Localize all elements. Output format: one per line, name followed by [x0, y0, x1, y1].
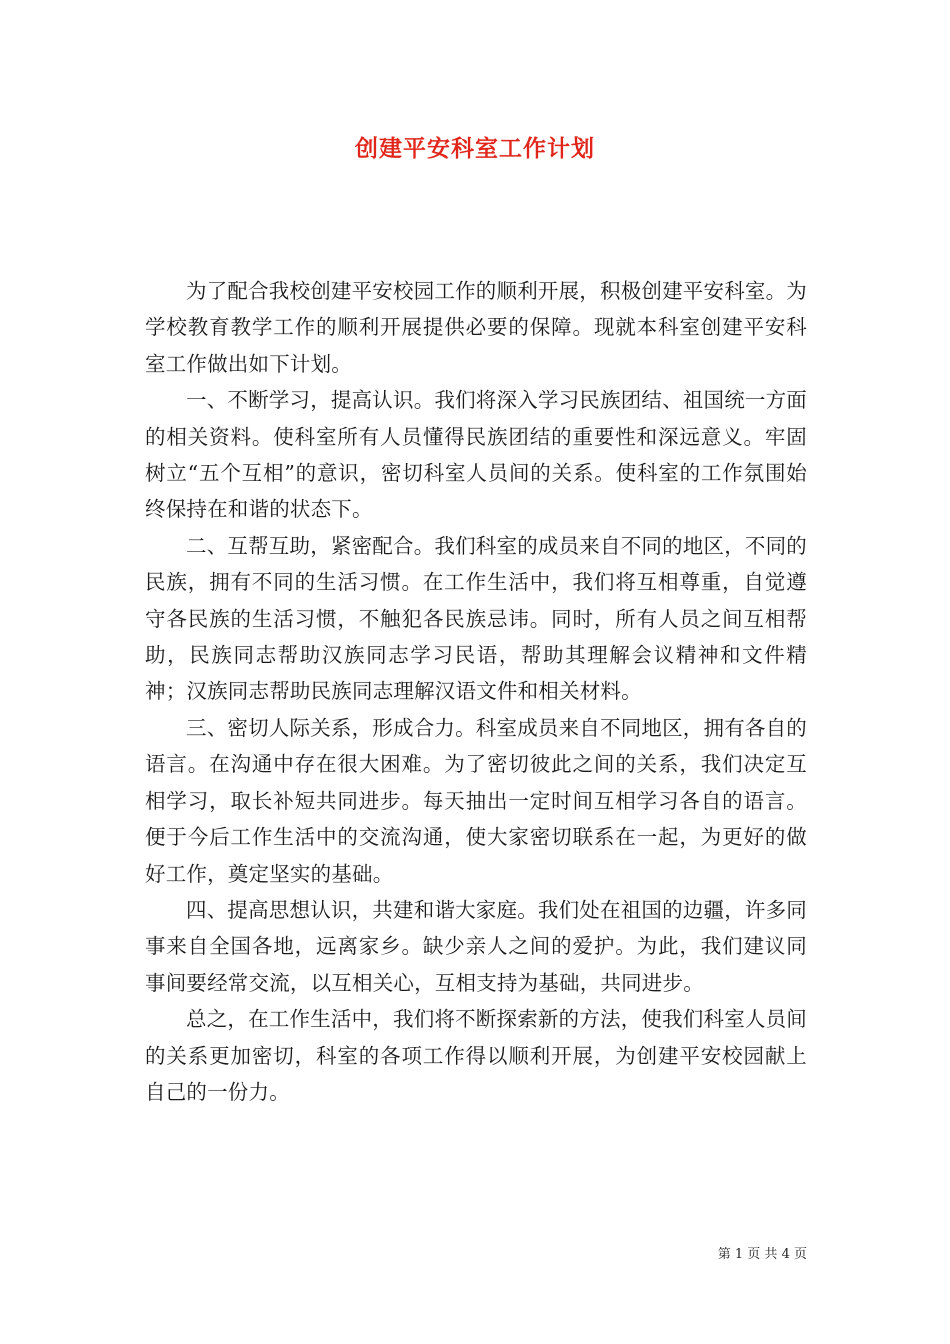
footer-suffix: 页: [793, 1247, 807, 1262]
paragraph-section-1: 一、不断学习，提高认识。我们将深入学习民族团结、祖国统一方面的相关资料。使科室所有人员懂得民族团结的重要性和深远意义。牢固树立“五个互相”的意识，密切科室人员间的关系。使科室的工作氛围始终保持在和谐的状态下。: [145, 388, 807, 522]
paragraph-section-3: 三、密切人际关系，形成合力。科室成员来自不同地区，拥有各自的语言。在沟通中存在很大困难。为了密切彼此之间的关系，我们决定互相学习，取长补短共同进步。每天抽出一定时间互相学习各自的语言。便于今后工作生活中的交流沟通，使大家密切联系在一起，为更好的做好工作，奠定坚实的基础。: [145, 715, 807, 886]
footer-prefix: 第: [717, 1247, 731, 1262]
paragraph-section-4: 四、提高思想认识，共建和谐大家庭。我们处在祖国的边疆，许多同事来自全国各地，远离家乡。缺少亲人之间的爱护。为此，我们建议同事间要经常交流，以互相关心，互相支持为基础，共同进步。: [145, 897, 807, 995]
paragraph-section-2: 二、互帮互助，紧密配合。我们科室的成员来自不同的地区，不同的民族，拥有不同的生活习惯。在工作生活中，我们将互相尊重，自觉遵守各民族的生活习惯，不触犯各民族忌讳。同时，所有人员之间互相帮助，民族同志帮助汉族同志学习民语，帮助其理解会议精神和文件精神；汉族同志帮助民族同志理解汉语文件和相关材料。: [145, 533, 807, 704]
footer-total-pages: 4: [781, 1247, 790, 1262]
page-number-footer: [718, 1246, 807, 1264]
document-body: [145, 273, 807, 1110]
footer-middle: 页 共: [747, 1247, 778, 1262]
paragraph-conclusion: 总之，在工作生活中，我们将不断探索新的方法，使我们科室人员间的关系更加密切，科室的各项工作得以顺利开展，为创建平安校园献上自己的一份力。: [145, 1007, 807, 1104]
footer-current-page: 1: [734, 1247, 744, 1262]
paragraph-intro: 为了配合我校创建平安校园工作的顺利开展，积极创建平安科室。为学校教育教学工作的顺利开展提供必要的保障。现就本科室创建平安科室工作做出如下计划。: [145, 279, 807, 376]
document-title: 创建平安科室工作计划: [355, 135, 595, 162]
